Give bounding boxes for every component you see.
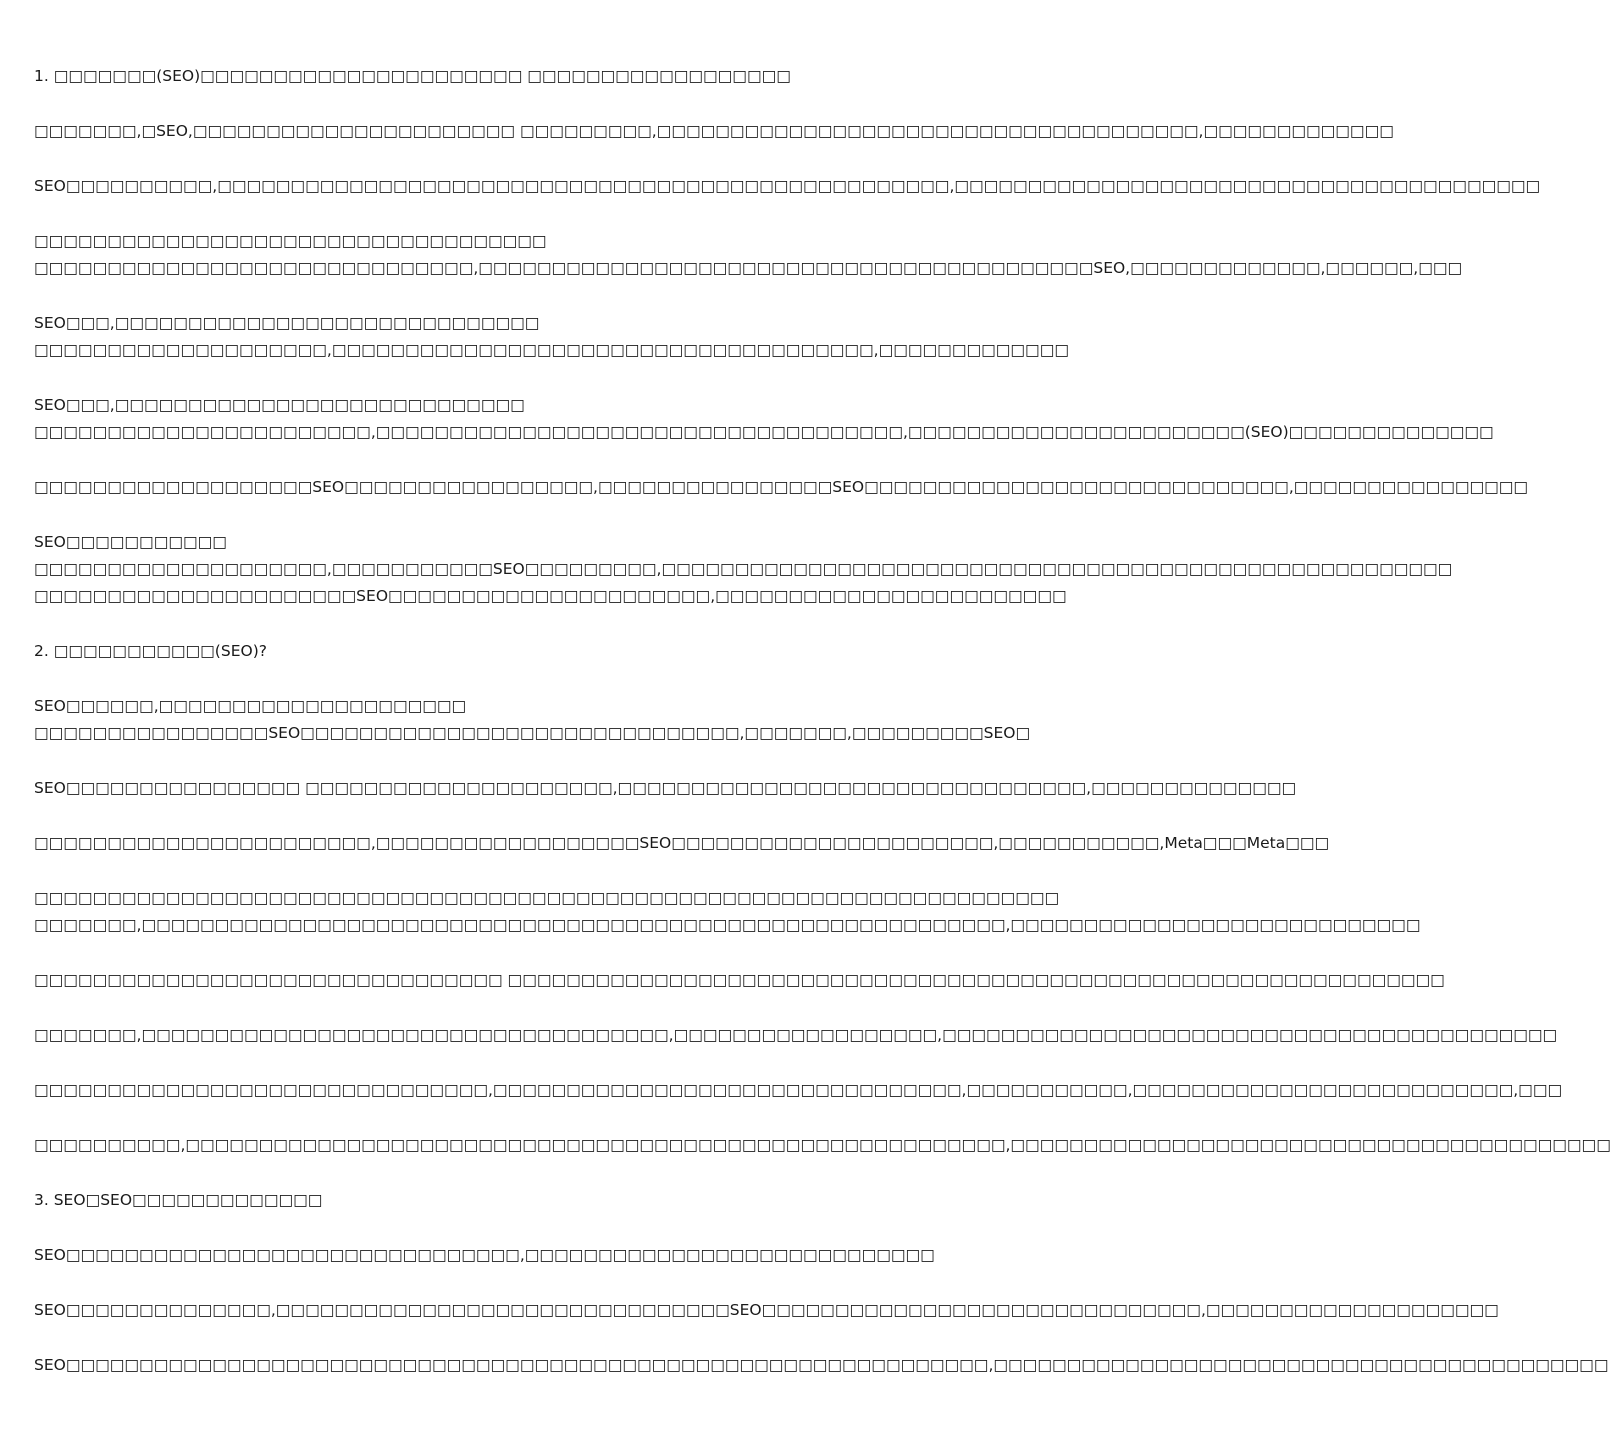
text-line: □□□□□□□,□□□□□□□□□□□□□□□□□□□□□□□□□□□□□□□□□□□□□□□□□□□□□□□□□□□□□□□□□□□,□□□□□□□□□□□□□□□□□□□□□□□□□□□□ bbox=[34, 916, 1421, 934]
text-line: SEO□□□□□□□□□□,□□□□□□□□□□□□□□□□□□□□□□□□□□□□□□□□□□□□□□□□□□□□□□□□□□,□□□□□□□□□□□□□□□□□□□□□□□□□□□□□□□□□□□□□□□□ bbox=[34, 177, 1541, 195]
text-line: SEO□□□□□□□□□□□ bbox=[34, 533, 227, 551]
text-line: □□□□□□□□□□□□□□□□□□□SEO□□□□□□□□□□□□□□□□□,□□□□□□□□□□□□□□□□SEO□□□□□□□□□□□□□□□□□□□□□□□□□□□□□,□□□□□□□□□□□□□□□□ bbox=[34, 478, 1529, 496]
text-line: SEO□□□,□□□□□□□□□□□□□□□□□□□□□□□□□□□□□ bbox=[34, 314, 540, 332]
text-line: □□□□□□□□□□□□□□□□□□□□□□□□□□□□□□,□□□□□□□□□□□□□□□□□□□□□□□□□□□□□□□□□□□□□□□□□□SEO,□□□□□□□□□□□□□,□□□□□□,□□□ bbox=[34, 259, 1463, 277]
text-line: □□□□□□□□□□□□□□□□□□□□□□□,□□□□□□□□□□□□□□□□□□□□□□□□□□□□□□□□□□□□,□□□□□□□□□□□□□□□□□□□□□□□(SEO)□□□□□□□□□□□□□□ bbox=[34, 423, 1494, 441]
text-line: □□□□□□□□□□□□□□□□□□□□□□□,□□□□□□□□□□□□□□□□□□SEO□□□□□□□□□□□□□□□□□□□□□□,□□□□□□□□□□□,Meta□□□Meta□□□ bbox=[34, 834, 1330, 852]
text-lines bbox=[34, 63, 1611, 1379]
text-line: □□□□□□□,□SEO,□□□□□□□□□□□□□□□□□□□□□□ □□□□□□□□□,□□□□□□□□□□□□□□□□□□□□□□□□□□□□□□□□□□□□□,□□□□□□□□□□□□□ bbox=[34, 122, 1394, 140]
text-line: □□□□□□□□□□□□□□□□SEO□□□□□□□□□□□□□□□□□□□□□□□□□□□□□□,□□□□□□□,□□□□□□□□□SEO□ bbox=[34, 724, 1031, 742]
text-line: □□□□□□□,□□□□□□□□□□□□□□□□□□□□□□□□□□□□□□□□□□□□,□□□□□□□□□□□□□□□□□□,□□□□□□□□□□□□□□□□□□□□□□□□□□□□□□□□□□□□□□□□□□ bbox=[34, 1026, 1558, 1044]
document-body bbox=[34, 63, 1611, 1379]
text-line: □□□□□□□□□□□□□□□□□□□□,□□□□□□□□□□□SEO□□□□□□□□□,□□□□□□□□□□□□□□□□□□□□□□□□□□□□□□□□□□□□□□□□□□□□□□□□□□□□□□ bbox=[34, 560, 1453, 578]
text-line: SEO□□□□□□□□□□□□□□□□□□□□□□□□□□□□□□□,□□□□□□□□□□□□□□□□□□□□□□□□□□□□ bbox=[34, 1246, 935, 1264]
text-line: 2. □□□□□□□□□□□(SEO)? bbox=[34, 642, 267, 660]
text-line: SEO□□□□□□□□□□□□□□,□□□□□□□□□□□□□□□□□□□□□□□□□□□□□□□SEO□□□□□□□□□□□□□□□□□□□□□□□□□□□□□□,□□□□□□□□□□□□□□□□□□□□ bbox=[34, 1301, 1499, 1319]
text-line: SEO□□□,□□□□□□□□□□□□□□□□□□□□□□□□□□□□ bbox=[34, 396, 525, 414]
text-line: □□□□□□□□□□□□□□□□□□□□□□□□□□□□□□□□□□□□□□□□□□□□□□□□□□□□□□□□□□□□□□□□□□□□□□ bbox=[34, 889, 1060, 907]
text-line: SEO□□□□□□□□□□□□□□□□□□□□□□□□□□□□□□□□□□□□□□□□□□□□□□□□□□□□□□□□□□□□□□□,□□□□□□□□□□□□□□□□□□□□□□□□□□□□□□□□□□□□□□□□□□ bbox=[34, 1356, 1609, 1374]
text-line: □□□□□□□□□□□□□□□□□□□□□□□□□□□□□□□□□□□ bbox=[34, 232, 547, 250]
text-line: □□□□□□□□□□□□□□□□□□□□,□□□□□□□□□□□□□□□□□□□□□□□□□□□□□□□□□□□□□,□□□□□□□□□□□□□ bbox=[34, 341, 1069, 359]
text-line: SEO□□□□□□,□□□□□□□□□□□□□□□□□□□□□ bbox=[34, 697, 467, 715]
text-line: □□□□□□□□□□□□□□□□□□□□□□SEO□□□□□□□□□□□□□□□□□□□□□□,□□□□□□□□□□□□□□□□□□□□□□□□ bbox=[34, 587, 1067, 605]
text-line: □□□□□□□□□□,□□□□□□□□□□□□□□□□□□□□□□□□□□□□□□□□□□□□□□□□□□□□□□□□□□□□□□□□,□□□□□□□□□□□□□□□□□□□□□□□□□□□□□□□□□□□□□□□□□ bbox=[34, 1136, 1611, 1154]
text-line: SEO□□□□□□□□□□□□□□□□ □□□□□□□□□□□□□□□□□□□□□,□□□□□□□□□□□□□□□□□□□□□□□□□□□□□□□□,□□□□□□□□□□□□□□ bbox=[34, 779, 1297, 797]
text-line: 1. □□□□□□□(SEO)□□□□□□□□□□□□□□□□□□□□□□ □□□□□□□□□□□□□□□□□□ bbox=[34, 67, 791, 85]
text-line: □□□□□□□□□□□□□□□□□□□□□□□□□□□□□□□□ □□□□□□□□□□□□□□□□□□□□□□□□□□□□□□□□□□□□□□□□□□□□□□□□□□□□□□□□□□□□□□□□ bbox=[34, 971, 1445, 989]
text-line: 3. SEO□SEO□□□□□□□□□□□□□ bbox=[34, 1191, 323, 1209]
text-line: □□□□□□□□□□□□□□□□□□□□□□□□□□□□□□□,□□□□□□□□□□□□□□□□□□□□□□□□□□□□□□□□,□□□□□□□□□□□,□□□□□□□□□□□□□□□□□□□□□□□□□□,□□□ bbox=[34, 1081, 1563, 1099]
